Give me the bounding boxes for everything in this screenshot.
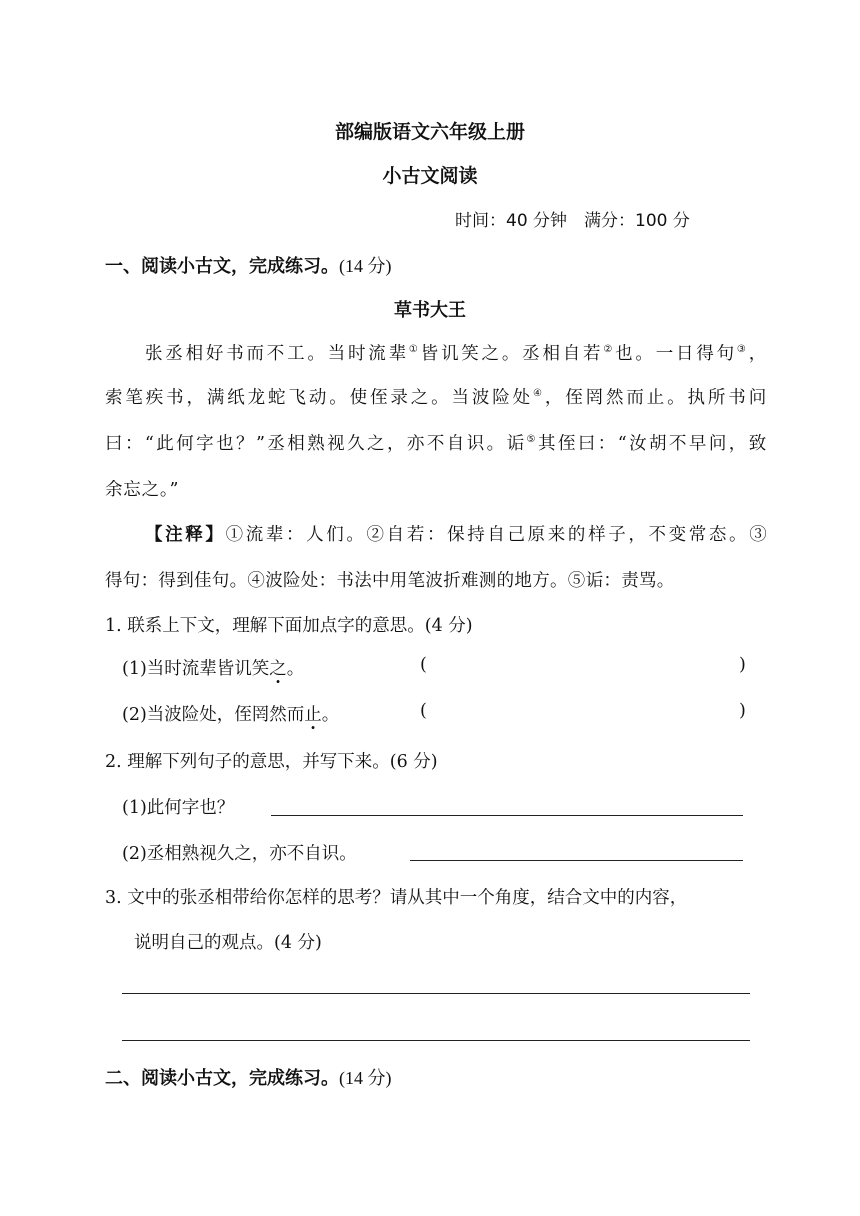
footnote-marker: ④	[533, 388, 545, 400]
passage-text: 也。一日得句	[615, 344, 737, 364]
passage-text: 索笔疾书，满纸龙蛇飞动。使侄录之。当波险处	[105, 388, 534, 408]
question-1-stem: 1. 联系上下文，理解下面加点字的意思。(4 分)	[105, 616, 473, 636]
annotation-line-1	[145, 521, 767, 546]
footnote-marker: ②	[603, 344, 616, 356]
answer-line[interactable]	[122, 1040, 750, 1041]
answer-open-paren: (	[420, 655, 427, 675]
document-title: 部编版语文六年级上册	[334, 121, 525, 143]
item-text: 。	[286, 659, 305, 679]
footnote-marker: ③	[736, 344, 749, 356]
question-3-stem-line-2: 说明自己的观点。(4 分)	[134, 933, 322, 953]
question-3-stem-line-1: 3. 文中的张丞相带给你怎样的思考？请从其中一个角度，结合文中的内容，	[105, 888, 688, 908]
passage-text: ，	[748, 344, 767, 364]
annotation-label: 【注释】	[145, 525, 226, 545]
section-2-heading	[105, 1064, 392, 1090]
answer-open-paren: (	[420, 701, 427, 721]
item-text: 。	[321, 705, 340, 725]
dotted-character: 止	[304, 705, 322, 725]
story-title: 草书大王	[394, 300, 466, 321]
dotted-character: 之	[269, 659, 287, 679]
section-1-heading	[105, 252, 392, 278]
section-1-score: (14 分)	[339, 256, 392, 276]
question-1-item-1	[122, 655, 304, 680]
passage-text: 皆讥笑之。丞相自若	[420, 344, 604, 364]
item-text: (2)当波险处，侄罔然而	[122, 705, 305, 725]
question-2-item-1: (1)此何字也？	[122, 798, 235, 818]
section-1-heading-text: 一、阅读小古文，完成练习。	[105, 256, 339, 277]
passage-line-3	[105, 430, 767, 455]
passage-text: 张丞相好书而不工。当时流辈	[145, 344, 409, 364]
answer-line[interactable]	[410, 860, 743, 861]
answer-line[interactable]	[122, 993, 750, 994]
passage-line-2	[105, 384, 767, 409]
footnote-marker: ⑤	[526, 434, 538, 446]
answer-line[interactable]	[271, 815, 743, 816]
question-2-item-2: (2)丞相熟视久之，亦不自识。	[122, 844, 357, 864]
passage-line-1	[145, 340, 767, 365]
answer-close-paren: )	[739, 701, 746, 721]
document-subtitle: 小古文阅读	[382, 165, 478, 187]
passage-text: 曰：“此何字也？”丞相熟视久之，亦不自识。诟	[105, 434, 527, 454]
section-2-score: (14 分)	[339, 1068, 392, 1088]
passage-text: 其侄曰：“汝胡不早问，致	[537, 434, 767, 454]
footnote-marker: ①	[408, 344, 421, 356]
question-2-stem: 2. 理解下列句子的意思，并写下来。(6 分)	[105, 752, 438, 772]
annotation-text: ①流辈：人们。②自若：保持自己原来的样子，不变常态。③	[225, 525, 767, 545]
annotation-line-2: 得句：得到佳句。④波险处：书法中用笔波折难测的地方。⑤诟：责骂。	[105, 571, 675, 591]
time-score-info: 时间：40 分钟 满分：100 分	[455, 211, 690, 231]
section-2-heading-text: 二、阅读小古文，完成练习。	[105, 1068, 339, 1089]
question-1-item-2	[122, 701, 339, 726]
answer-close-paren: )	[739, 655, 746, 675]
passage-line-4: 余忘之。”	[105, 480, 180, 500]
passage-text: ，侄罔然而止。执所书问	[544, 388, 767, 408]
item-text: (1)当时流辈皆讥笑	[122, 659, 270, 679]
